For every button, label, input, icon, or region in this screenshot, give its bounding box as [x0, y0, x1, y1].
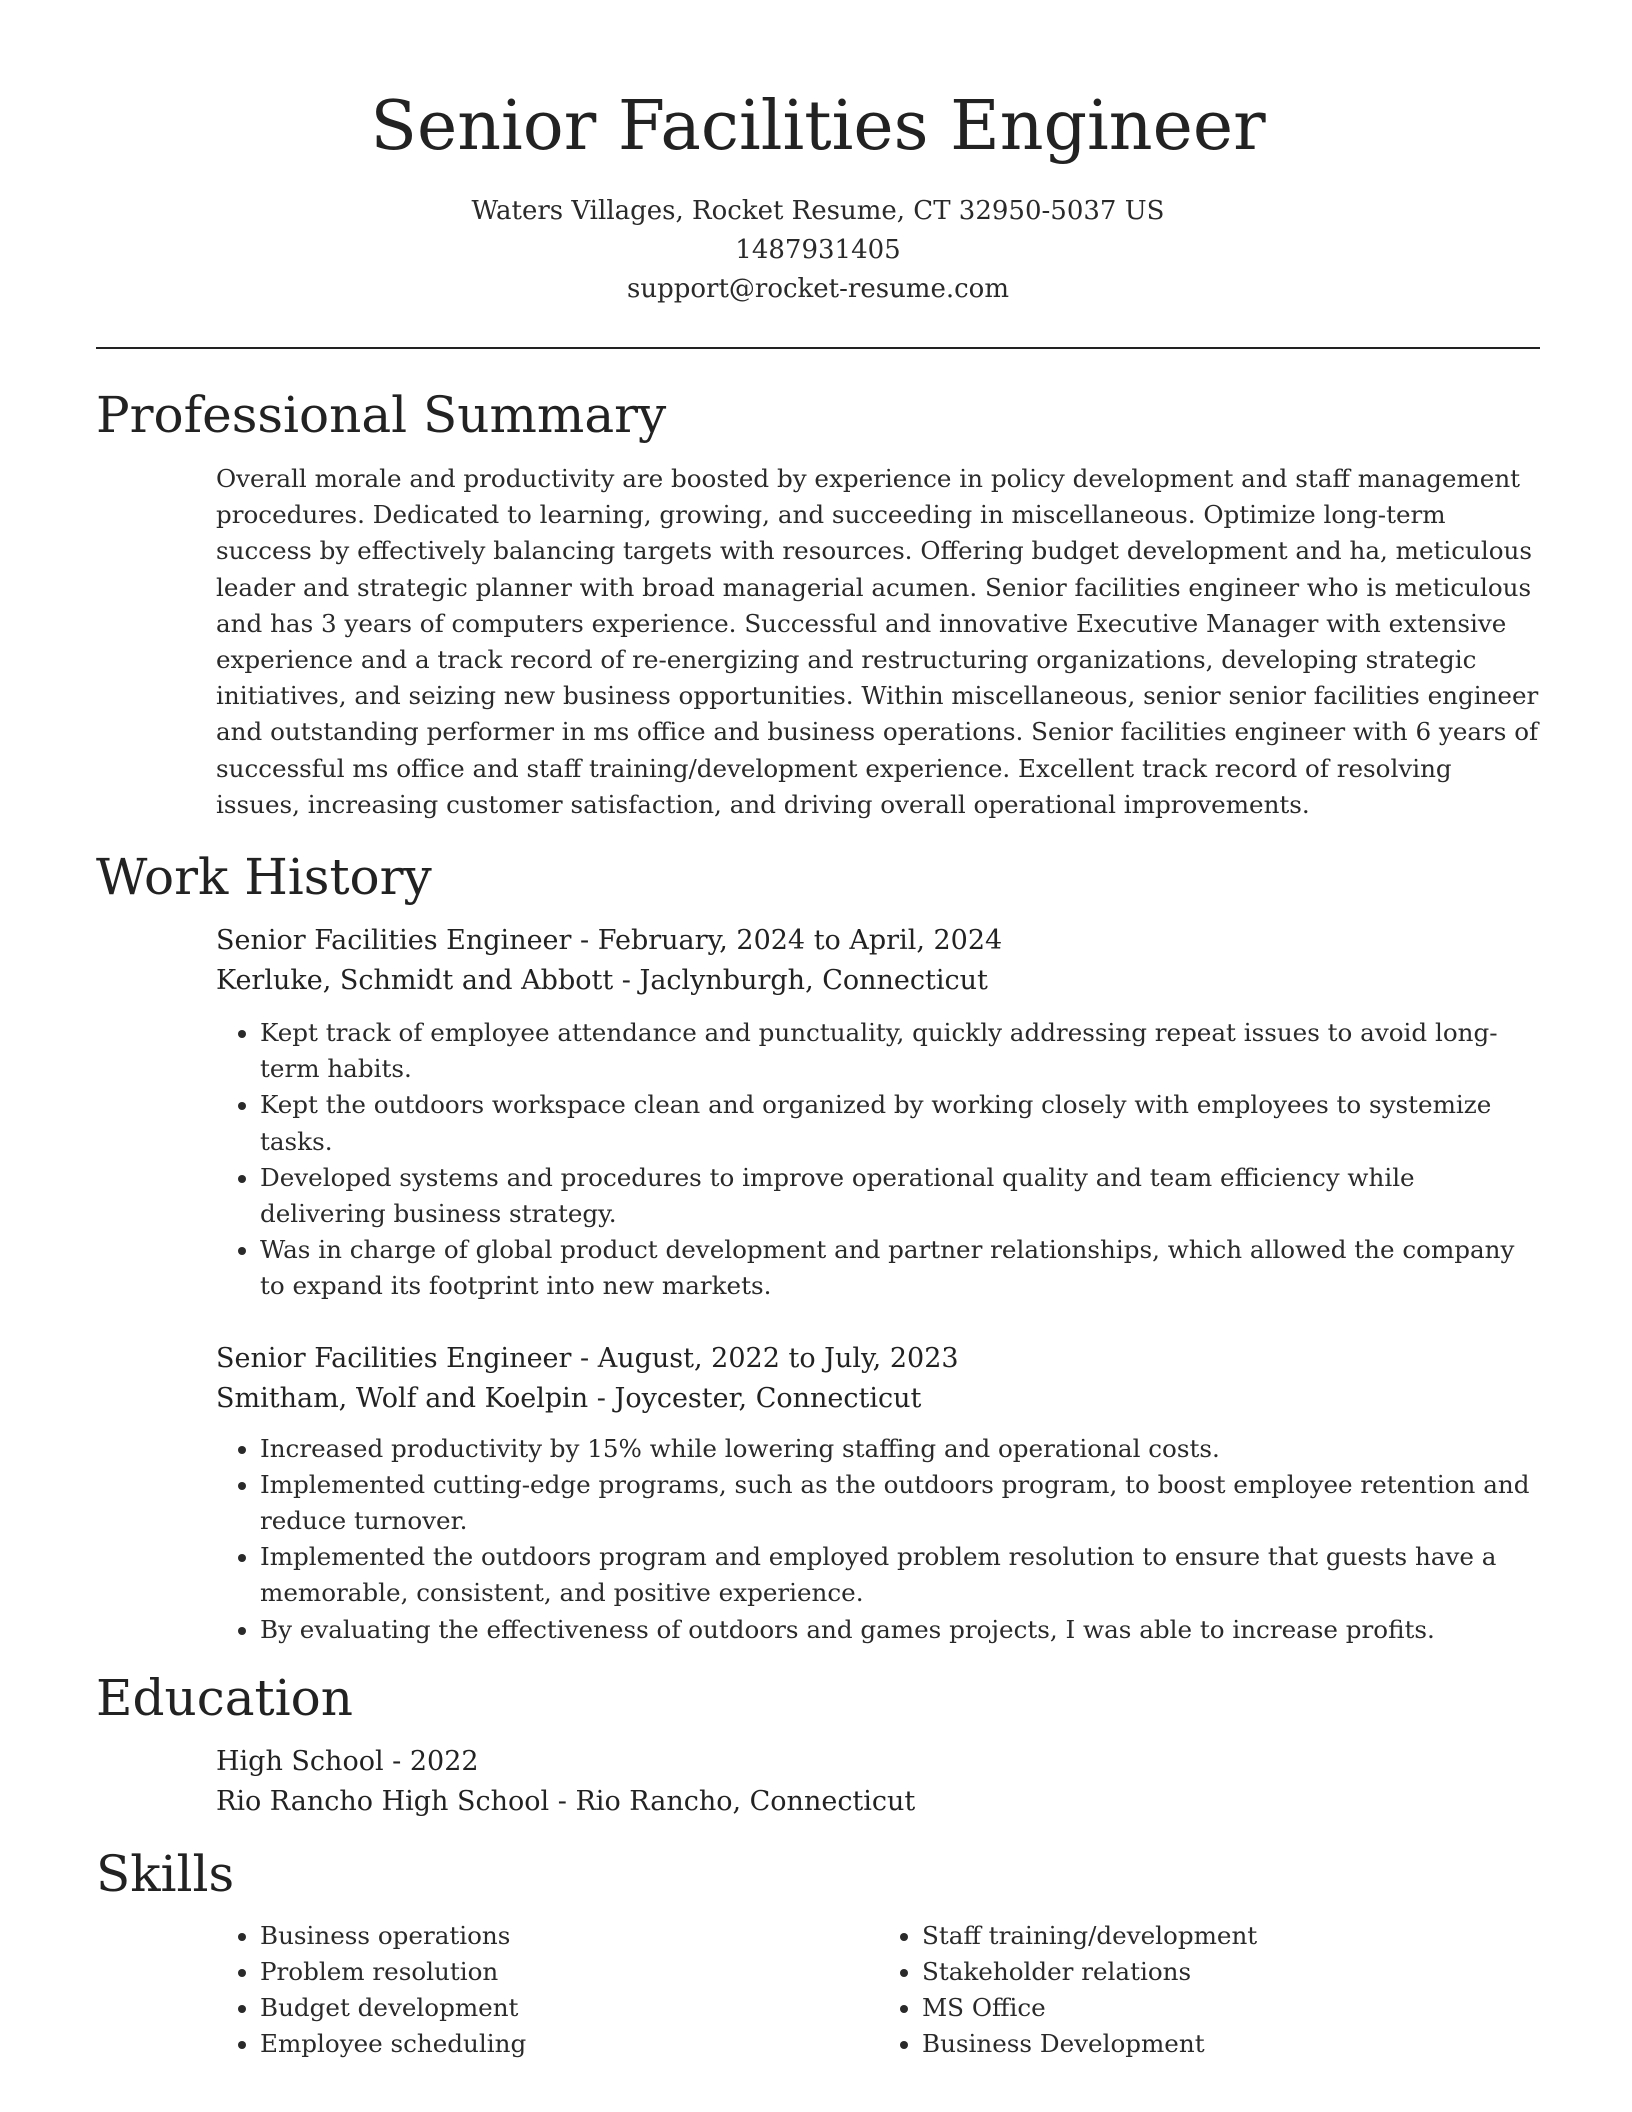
job-bullets: [216, 1431, 1540, 1648]
candidate-name: Senior Facilities Engineer: [370, 87, 1266, 166]
work-history-section: [96, 847, 1540, 1648]
header-divider: [96, 347, 1540, 349]
education-degree-line: [216, 1742, 1540, 1782]
job-entry: [216, 1339, 1540, 1648]
job-role: Senior Facilities Engineer: [216, 1342, 572, 1374]
company-location: - Joycester, Connecticut: [588, 1382, 922, 1414]
skills-title: Skills: [96, 1844, 235, 1903]
education-degree: High School: [216, 1745, 384, 1777]
job-dates: - February, 2024 to April, 2024: [571, 925, 1003, 957]
job-dates: - August, 2022 to July, 2023: [571, 1342, 959, 1374]
contact-address: Waters Villages, Rocket Resume, CT 32950-5037 US: [471, 196, 1165, 226]
job-bullets: [216, 1015, 1540, 1305]
summary-title: Professional Summary: [96, 386, 667, 444]
skill-item: • Business operations: [260, 1918, 878, 1954]
work-history-title: Work History: [96, 848, 432, 907]
education-title: Education: [96, 1668, 353, 1727]
skill-item: • Stakeholder relations: [922, 1954, 1540, 1990]
list-item: • By evaluating the effectiveness of outdoors and games projects, I was able to increase profits.: [260, 1612, 1540, 1648]
skill-item: • Budget development: [260, 1990, 878, 2026]
company-location: - Jaclynburgh, Connecticut: [613, 965, 988, 997]
contact-phone: 1487931405: [735, 235, 901, 265]
resume-header: [96, 0, 1540, 309]
summary-section: [96, 385, 1540, 823]
education-section: [96, 1668, 1540, 1822]
list-item: • Implemented the outdoors program and employed problem resolution to ensure that guests have a memorable, consistent, and positive experience.: [260, 1539, 1540, 1611]
company-name: Kerluke, Schmidt and Abbott: [216, 965, 614, 997]
company-line: [216, 961, 1540, 1001]
job-title-line: [216, 921, 1540, 961]
skill-item: • Employee scheduling: [260, 2026, 878, 2062]
list-item: • Was in charge of global product development and partner relationships, which allowed the company to expand its footprint into new markets.: [260, 1232, 1540, 1304]
company-line: [216, 1379, 1540, 1419]
list-item: • Kept the outdoors workspace clean and organized by working closely with employees to systemize tasks.: [260, 1087, 1540, 1159]
skills-list-right: [878, 1918, 1540, 2063]
list-item: • Implemented cutting-edge programs, such as the outdoors program, to boost employee retention and reduce turnover.: [260, 1467, 1540, 1539]
job-entry: [216, 921, 1540, 1305]
resume-page: [96, 0, 1540, 2063]
summary-text: Overall morale and productivity are boosted by experience in policy development and staff management procedures. Dedicated to learning, growing, and succeeding in miscellaneous. Optimize long-term success by effectively balancing targets with resources. Offering budget development and ha, meticulous leader and strategic planner with broad managerial acumen. Senior facilities engineer who is meticulous and has 3 years of computers experience. Successful and innovative Executive Manager with extensive experience and a track record of re-energizing and restructuring organizations, developing strategic initiatives, and seizing new business opportunities. Within miscellaneous, senior senior facilities engineer and outstanding performer in ms office and business operations. Senior facilities engineer with 6 years of successful ms office and staff training/development experience. Excellent track record of resolving issues, increasing customer satisfaction, and driving overall operational improvements.: [216, 464, 1539, 819]
skills-list-left: [216, 1918, 878, 2063]
skill-item: • MS Office: [922, 1990, 1540, 2026]
company-name: Smitham, Wolf and Koelpin: [216, 1382, 589, 1414]
skills-section: [96, 1844, 1540, 2063]
job-title-line: [216, 1339, 1540, 1379]
contact-email: support@rocket-resume.com: [626, 274, 1009, 304]
skill-item: • Staff training/development: [922, 1918, 1540, 1954]
skill-item: • Business Development: [922, 2026, 1540, 2062]
education-school-line: [216, 1782, 1540, 1822]
skill-item: • Problem resolution: [260, 1954, 878, 1990]
job-role: Senior Facilities Engineer: [216, 925, 572, 957]
education-location: - Rio Rancho, Connecticut: [549, 1785, 916, 1817]
education-year: - 2022: [383, 1745, 479, 1777]
list-item: • Developed systems and procedures to improve operational quality and team efficiency while delivering business strategy.: [260, 1160, 1540, 1232]
list-item: • Increased productivity by 15% while lowering staffing and operational costs.: [260, 1431, 1540, 1467]
education-school: Rio Rancho High School: [216, 1785, 550, 1817]
list-item: • Kept track of employee attendance and punctuality, quickly addressing repeat issues to avoid long-term habits.: [260, 1015, 1540, 1087]
